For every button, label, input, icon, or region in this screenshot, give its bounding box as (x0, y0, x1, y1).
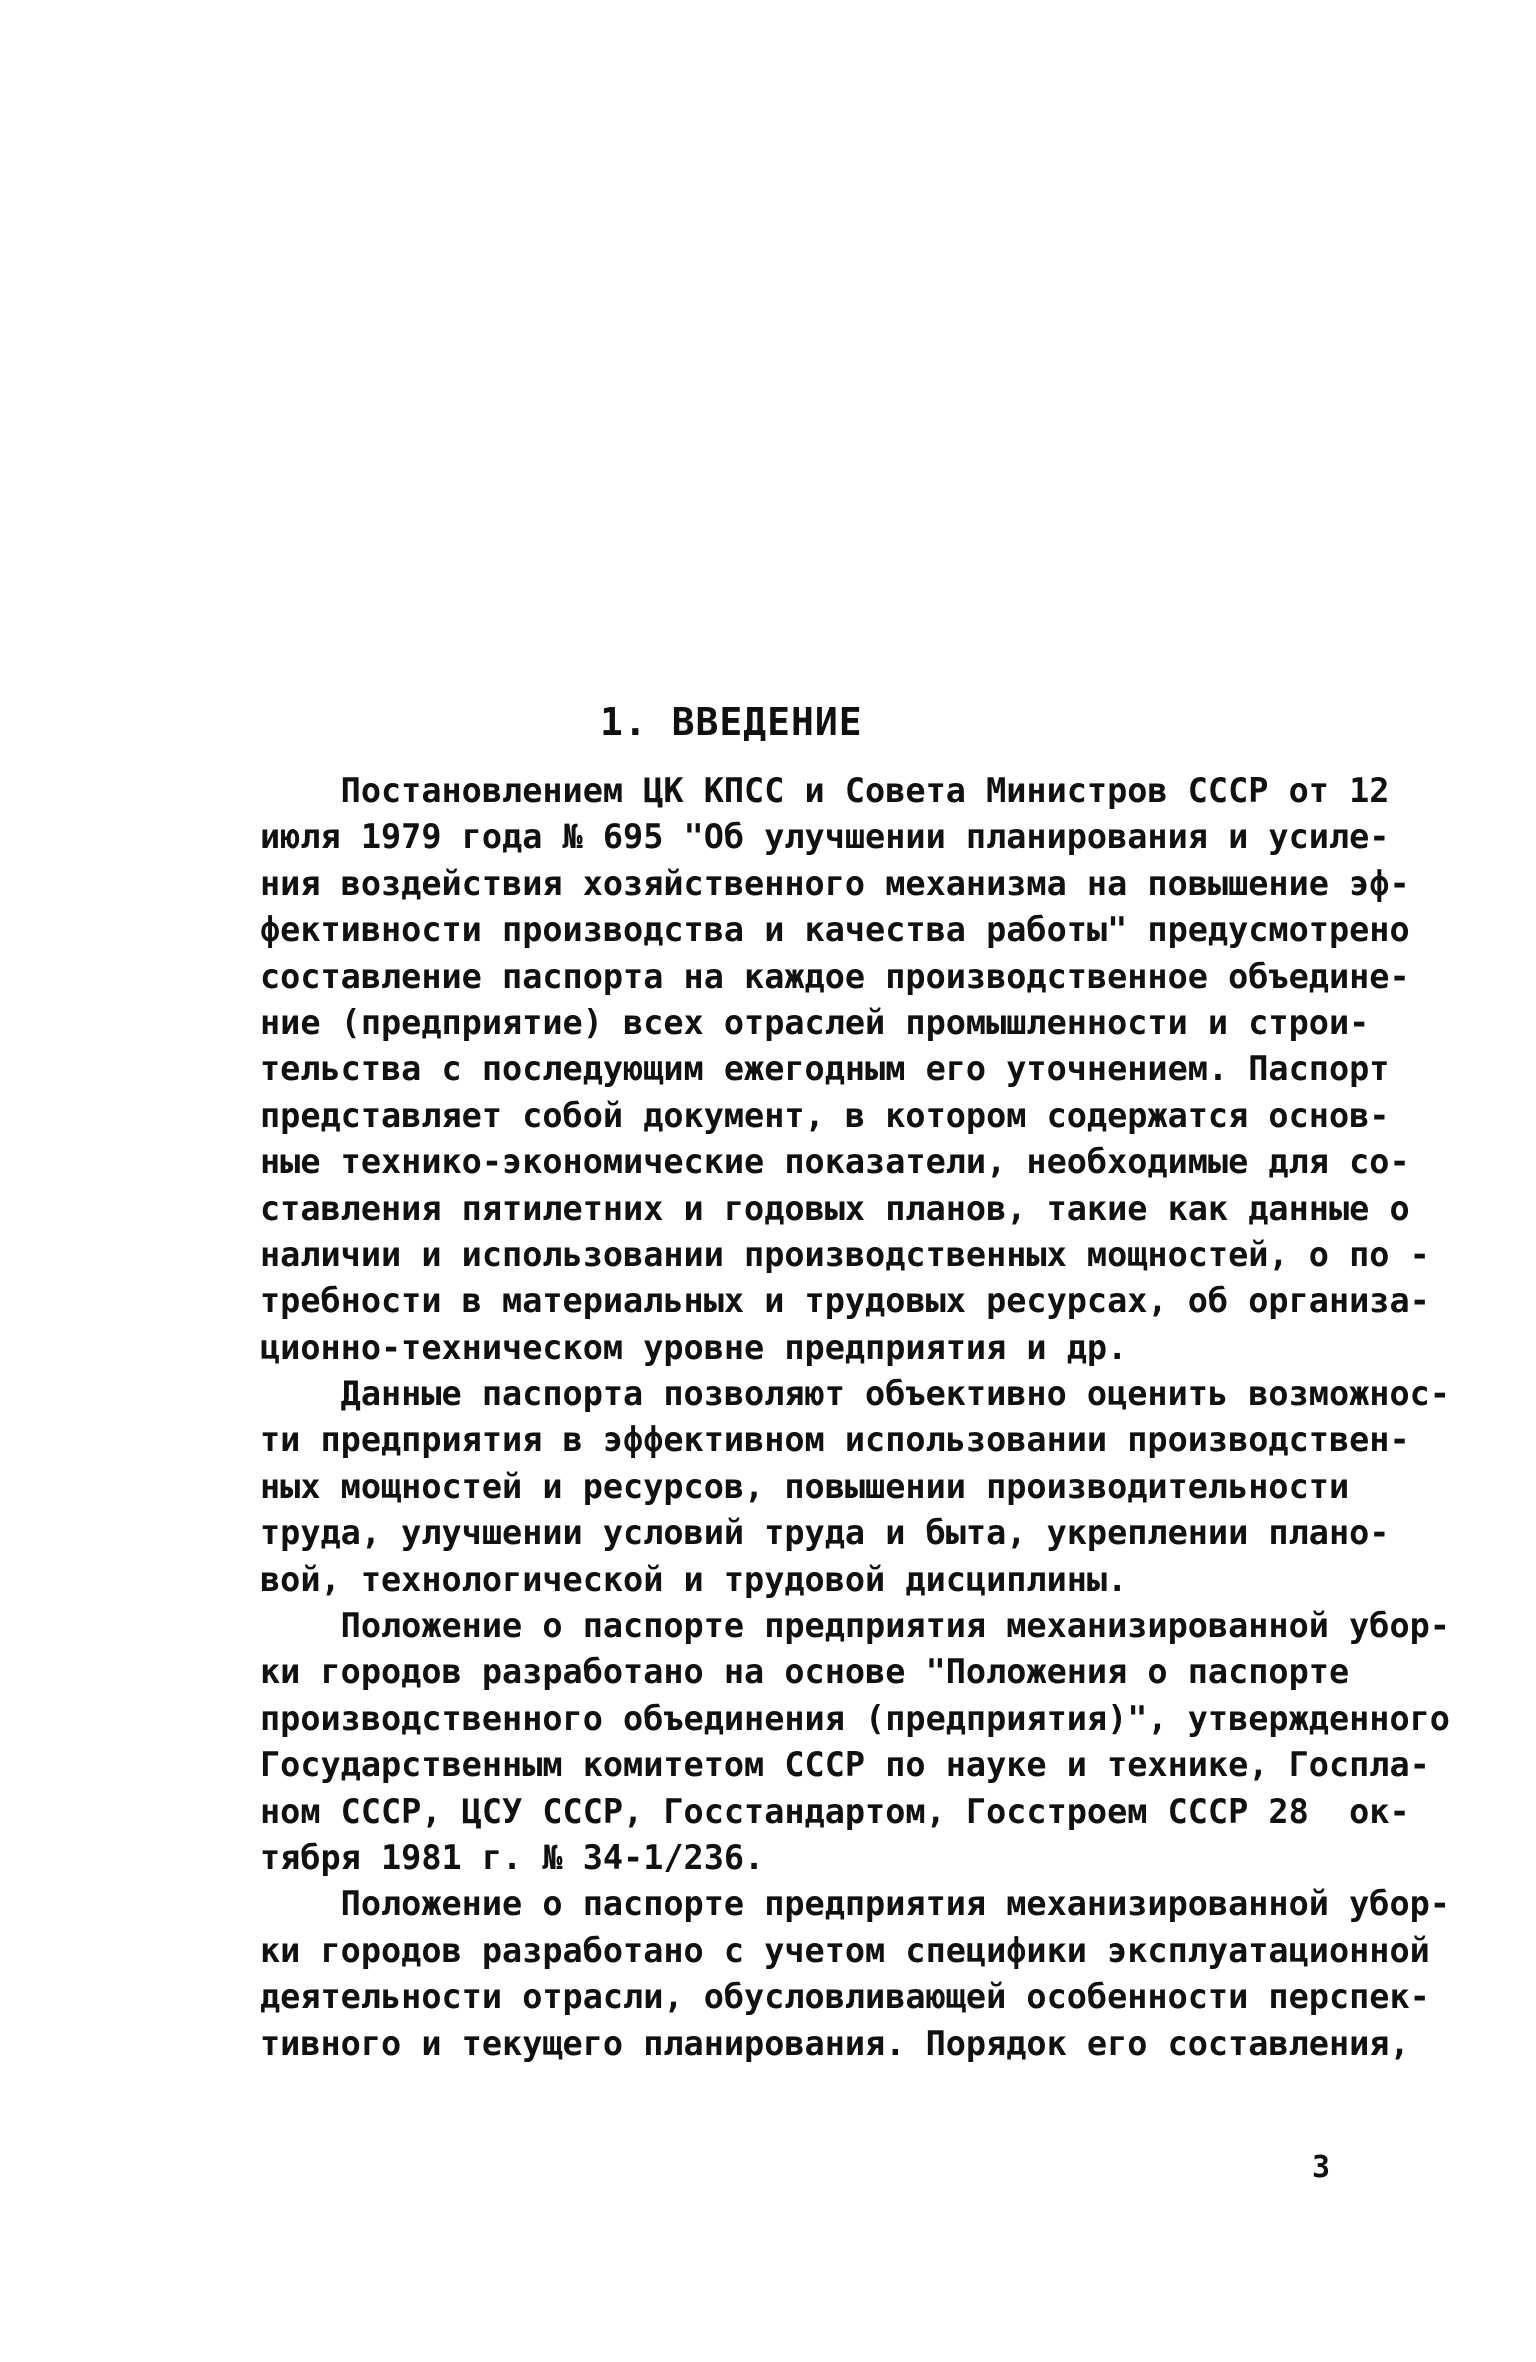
text-line: Положение о паспорте предприятия механизированной убор- (260, 1884, 1450, 1924)
text-line: Данные паспорта позволяют объективно оценить возможнос- (260, 1374, 1450, 1414)
text-line: ные технико-экономические показатели, необходимые для со- (260, 1142, 1410, 1182)
text-line: деятельности отрасли, обусловливающей особенности перспек- (260, 1977, 1430, 2017)
text-line: ки городов разработано на основе "Положения о паспорте (260, 1652, 1350, 1692)
text-line: фективности производства и качества работы" предусмотрено (260, 910, 1410, 950)
text-line: ном СССР, ЦСУ СССР, Госстандартом, Госстроем СССР 28 ок- (260, 1791, 1410, 1831)
text-line: ти предприятия в эффективном использовании производствен- (260, 1420, 1410, 1460)
text-line: тивного и текущего планирования. Порядок его составления, (260, 2023, 1410, 2063)
text-line: ных мощностей и ресурсов, повышении производительности (260, 1466, 1350, 1506)
text-line: Постановлением ЦК КПСС и Совета Министров СССР от 12 (260, 771, 1390, 810)
text-line: составление паспорта на каждое производственное объедине- (260, 956, 1410, 996)
text-line: ки городов разработано с учетом специфики эксплуатационной (260, 1930, 1430, 1970)
text-line: июля 1979 года № 695 "Об улучшении планирования и усиле- (260, 817, 1390, 857)
text-line: наличии и использовании производственных мощностей, о по - (260, 1234, 1430, 1274)
text-line: тельства с последующим ежегодным его уточнением. Паспорт (260, 1049, 1390, 1089)
text-line: ционно-техническом уровне предприятия и др. (260, 1327, 1128, 1367)
text-line: ставления пятилетних и годовых планов, такие как данные о (260, 1188, 1410, 1228)
text-line: Государственным комитетом СССР по науке и технике, Госпла- (260, 1745, 1430, 1785)
text-line: производственного объединения (предприятия)", утвержденного (260, 1698, 1450, 1738)
page-number: 3 (1312, 2150, 1331, 2185)
text-line: вой, технологической и трудовой дисциплины. (260, 1559, 1128, 1599)
text-line: ние (предприятие) всех отраслей промышленности и строи- (260, 1002, 1370, 1042)
text-line: тября 1981 г. № 34-1/236. (260, 1837, 765, 1877)
text-line: представляет собой документ, в котором содержатся основ- (260, 1095, 1390, 1135)
text-line: ния воздействия хозяйственного механизма на повышение эф- (260, 863, 1410, 903)
text-line: требности в материальных и трудовых ресурсах, об организа- (260, 1281, 1430, 1321)
section-heading: 1. ВВЕДЕНИЕ (600, 700, 863, 744)
text-line: Положение о паспорте предприятия механизированной убор- (260, 1606, 1450, 1646)
body-text (260, 768, 1450, 2067)
text-line: труда, улучшении условий труда и быта, укреплении плано- (260, 1513, 1390, 1553)
